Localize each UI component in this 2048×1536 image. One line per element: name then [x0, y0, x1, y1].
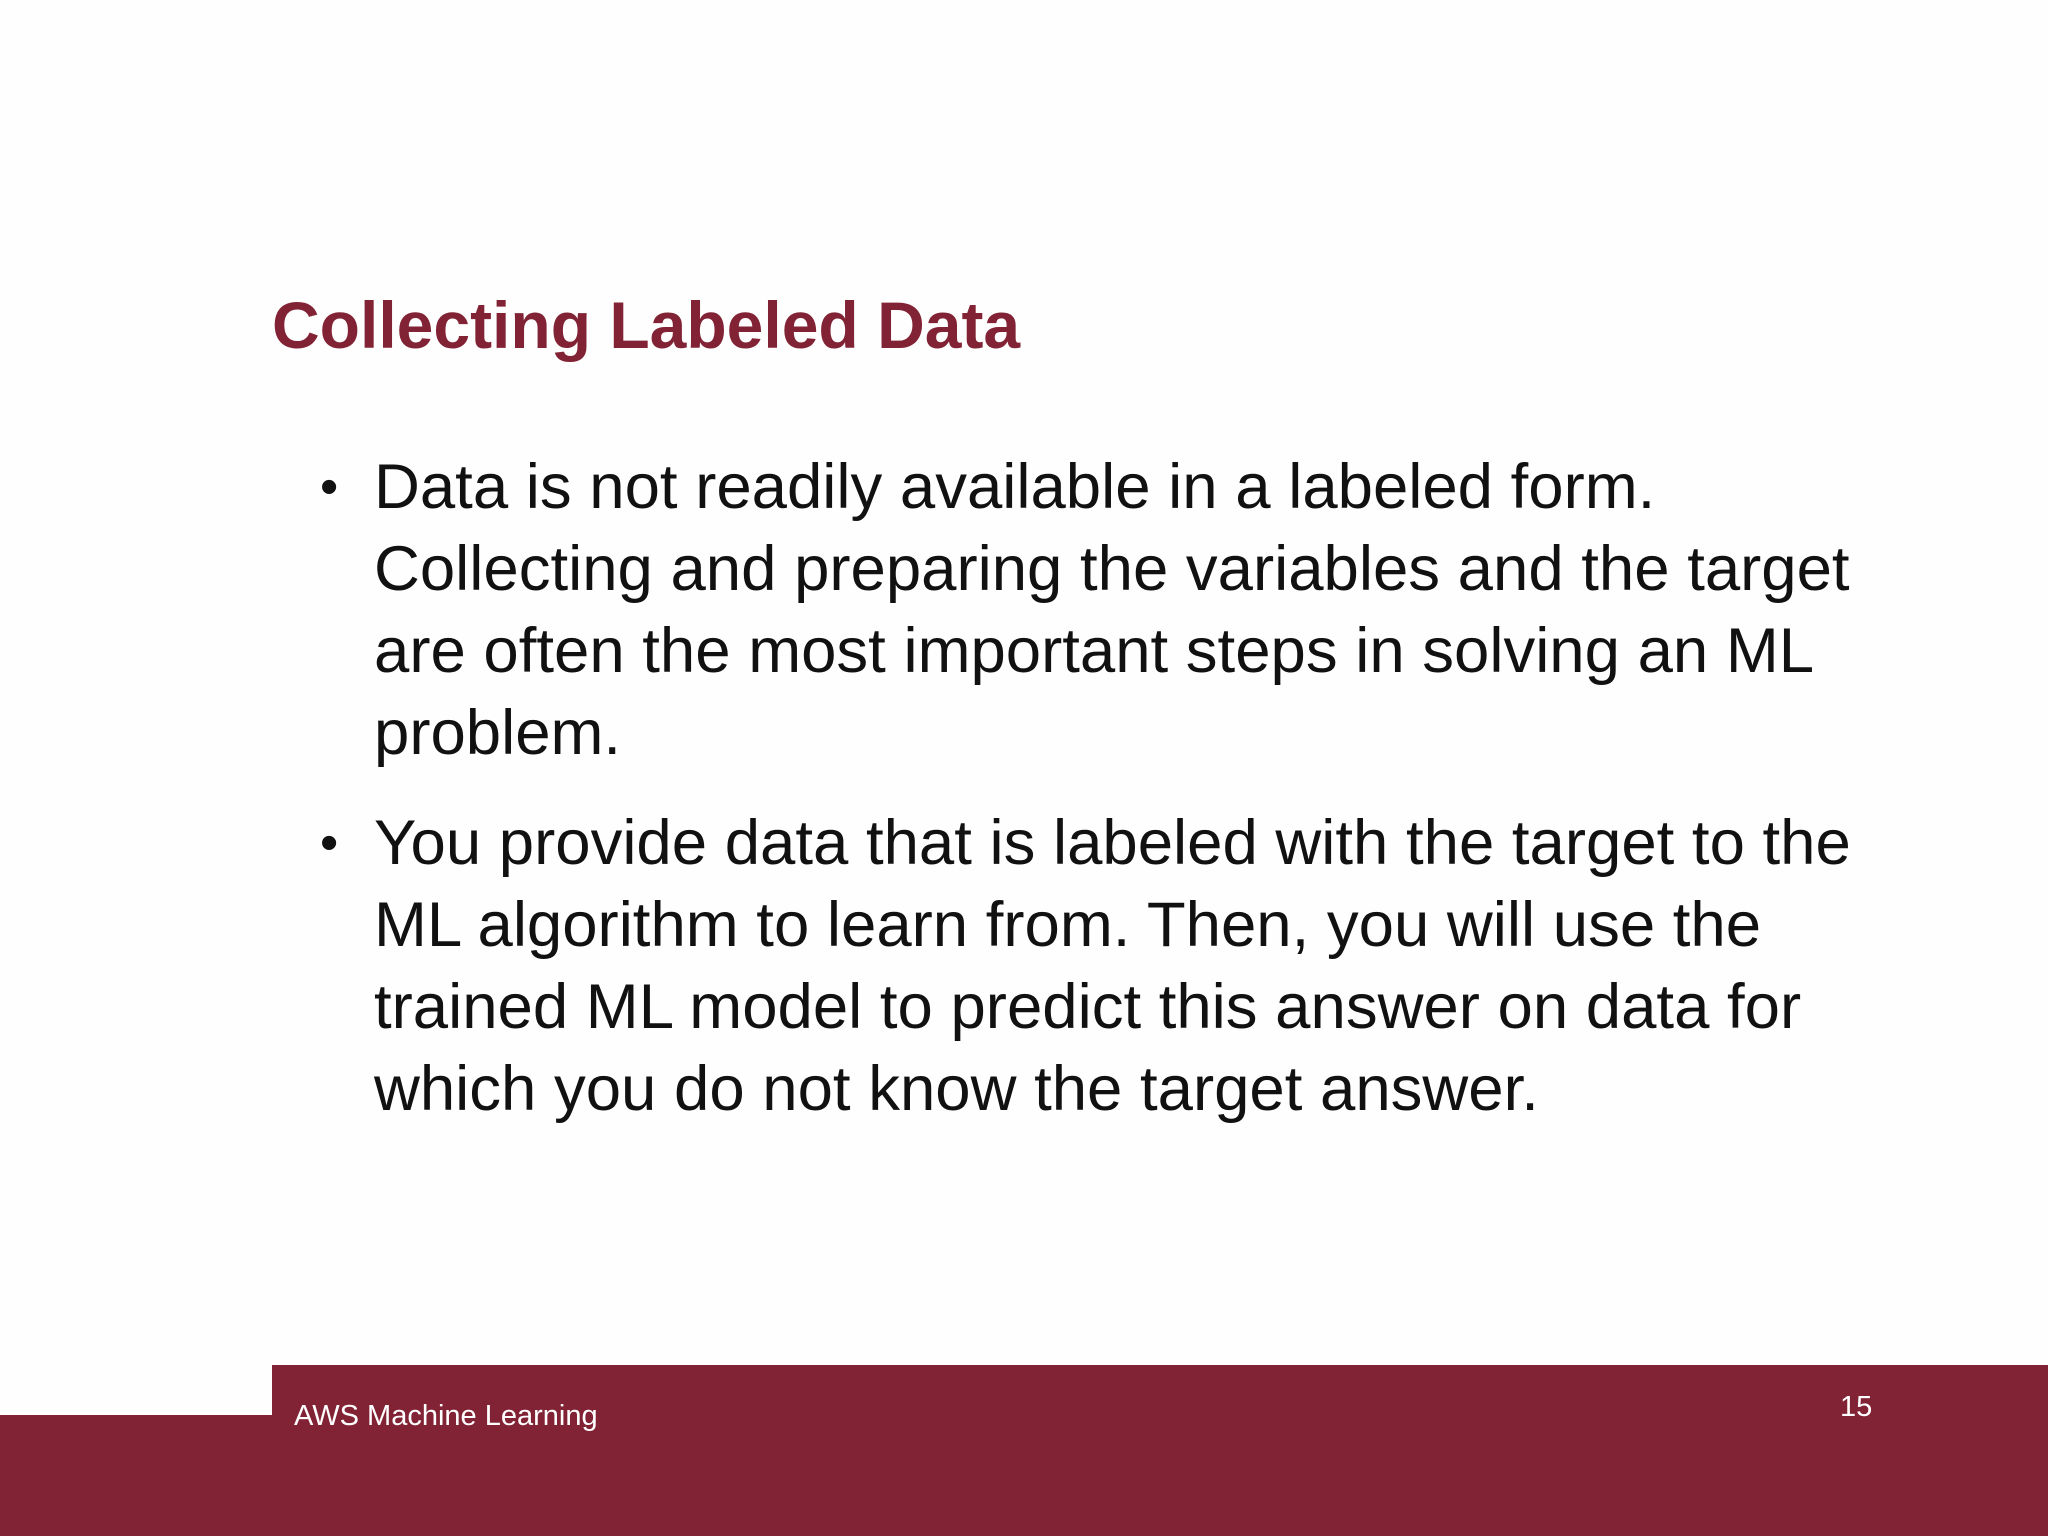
bullet-icon: • [320, 458, 339, 516]
bullet-list [320, 446, 1940, 1158]
footer-label: AWS Machine Learning [294, 1400, 598, 1432]
page-number: 15 [1840, 1391, 1873, 1423]
bullet-text: Data is not readily available in a labeled form. Collecting and preparing the variables and the target are often the most important steps in solving an ML problem. [374, 452, 1850, 768]
bullet-item [320, 802, 1940, 1130]
slide-title: Collecting Labeled Data [272, 288, 1021, 362]
bullet-text: You provide data that is labeled with the target to the ML algorithm to learn from. Then, you will use the trained ML model to predict this answer on data for which you do not know the target answer. [374, 808, 1851, 1124]
bullet-icon: • [320, 814, 339, 872]
bullet-item [320, 446, 1940, 774]
